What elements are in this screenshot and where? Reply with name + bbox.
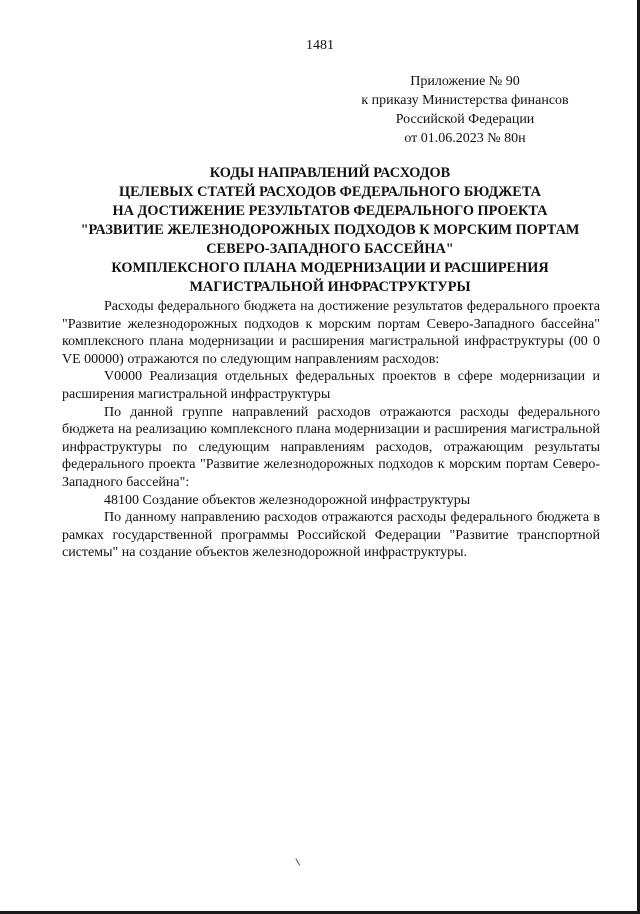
document-title bbox=[60, 164, 600, 297]
title-line: СЕВЕРО-ЗАПАДНОГО БАССЕЙНА" bbox=[206, 241, 454, 257]
title-line: КОДЫ НАПРАВЛЕНИЙ РАСХОДОВ bbox=[209, 165, 451, 181]
title-line: ЦЕЛЕВЫХ СТАТЕЙ РАСХОДОВ ФЕДЕРАЛЬНОГО БЮДЖЕТА bbox=[119, 184, 541, 200]
body-paragraph: Расходы федерального бюджета на достижение результатов федерального проекта "Развитие железнодорожных подходов к морским портам Северо-Западного бассейна" комплексного плана модернизации и расширения магистральной инфраструктуры (00 0 VE 00000) отражаются по следующим направлениям расходов: bbox=[62, 299, 600, 367]
page-number: 1481 bbox=[306, 38, 334, 53]
body-paragraph: 48100 Создание объектов железнодорожной инфраструктуры bbox=[104, 492, 471, 508]
body-paragraph: V0000 Реализация отдельных федеральных проектов в сфере модернизации и расширения магистральной инфраструктуры bbox=[62, 369, 600, 402]
appendix-line: от 01.06.2023 № 80н bbox=[404, 131, 526, 146]
scan-mark bbox=[295, 856, 303, 865]
appendix-block bbox=[330, 72, 600, 148]
body-paragraph: По данной группе направлений расходов отражаются расходы федерального бюджета на реализацию комплексного плана модернизации и расширения магистральной инфраструктуры по следующим направлениям расходов, отражающим результаты федерального проекта "Развитие железнодорожных подходов к морским портам Северо-Западного бассейна": bbox=[62, 404, 600, 490]
title-line: "РАЗВИТИЕ ЖЕЛЕЗНОДОРОЖНЫХ ПОДХОДОВ К МОРСКИМ ПОРТАМ bbox=[80, 222, 580, 238]
appendix-line: Российской Федерации bbox=[395, 112, 535, 127]
body-paragraph: По данному направлению расходов отражаются расходы федерального бюджета в рамках государственной программы Российской Федерации "Развитие транспортной системы" на создание объектов железнодорожной инфраструктуры. bbox=[62, 510, 600, 561]
title-line: КОМПЛЕКСНОГО ПЛАНА МОДЕРНИЗАЦИИ И РАСШИРЕНИЯ bbox=[111, 260, 549, 276]
document-body bbox=[62, 298, 600, 562]
appendix-line: Приложение № 90 bbox=[410, 74, 520, 89]
appendix-line: к приказу Министерства финансов bbox=[361, 93, 569, 108]
title-line: НА ДОСТИЖЕНИЕ РЕЗУЛЬТАТОВ ФЕДЕРАЛЬНОГО ПРОЕКТА bbox=[112, 203, 548, 219]
title-line: МАГИСТРАЛЬНОЙ ИНФРАСТРУКТУРЫ bbox=[189, 279, 471, 295]
